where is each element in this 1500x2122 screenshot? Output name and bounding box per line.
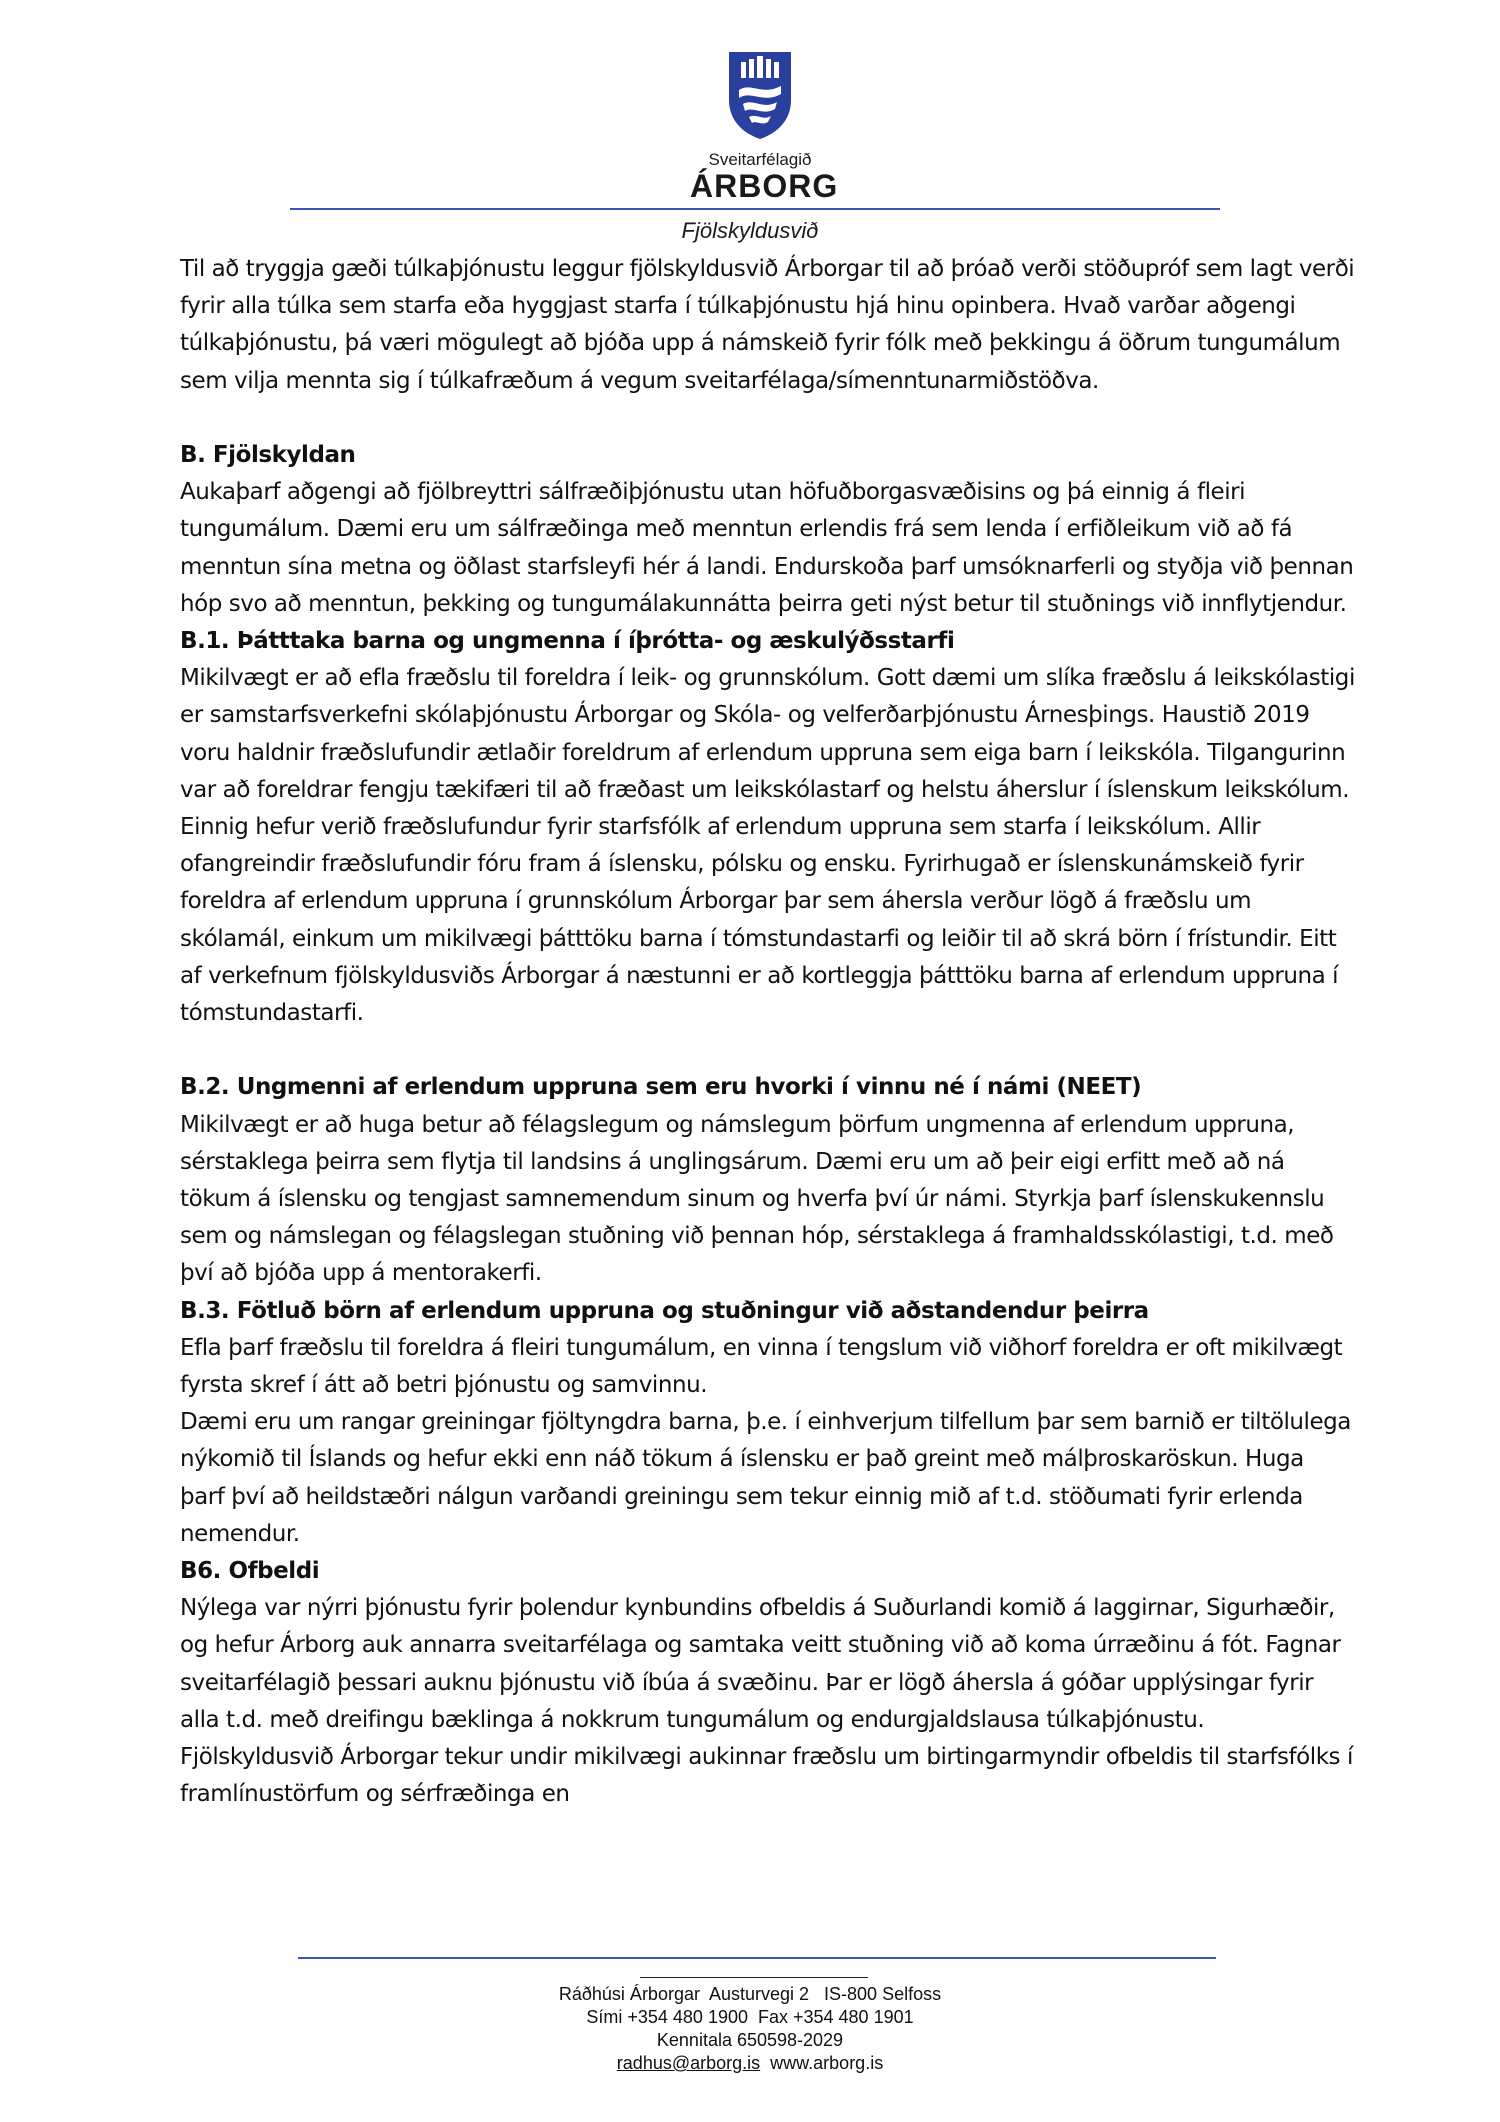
section-heading: B.1. Þátttaka barna og ungmenna í íþrótta- og æskulýðsstarfi: [180, 628, 955, 655]
logo-line2: ÁRBORG: [690, 168, 839, 204]
footer-website: www.arborg.is: [770, 2053, 884, 2073]
paragraph: Nýlega var nýrri þjónustu fyrir þolendur kynbundins ofbeldis á Suðurlandi komið á laggirnar, Sigurhæðir, og hefur Árborg auk annarra sveitarfélaga og samtaka veitt stuðning við að koma úrræðinu á fót. Fagnar sveitarfélagið þessari auknu þjónustu við íbúa á svæðinu. Þar er lögð áhersla á góðar upplýsingar fyrir alla t.d. með dreifingu bæklinga á nokkrum tungumálum og endurgjaldslausa túlkaþjónustu. Fjölskyldusvið Árborgar tekur undir mikilvægi aukinnar fræðslu um birtingarmyndir ofbeldis til starfsfólks í framlínustörfum og sérfræðinga en: [180, 1595, 1353, 1808]
section-heading: B. Fjölskyldan: [180, 442, 356, 468]
footer-kennitala: Kennitala 650598-2029: [656, 2030, 844, 2050]
footer-address: Ráðhúsi Árborgar Austurvegi 2 IS-800 Selfoss: [558, 1984, 942, 2004]
paragraph: Aukaþarf aðgengi að fjölbreyttri sálfræðiþjónustu utan höfuðborgasvæðisins og þá einnig á fleiri tungumálum. Dæmi eru um sálfræðinga með menntun erlendis frá sem lenda í erfiðleikum við að fá menntun sína metna og öðlast starfsleyfi hér á landi. Endurskoða þarf umsóknarferli og styðja við þennan hóp svo að menntun, þekking og tungumálakunnátta þeirra geti nýst betur til stuðnings við innflytjendur.: [180, 479, 1354, 617]
header-rule: [290, 208, 1220, 210]
footer-small-rule: [640, 1977, 868, 1978]
logo-line1: Sveitarfélagið: [708, 150, 812, 169]
section-heading: B.3. Fötluð börn af erlendum uppruna og stuðningur við aðstandendur þeirra: [180, 1297, 1149, 1324]
paragraph: Efla þarf fræðslu til foreldra á fleiri tungumálum, en vinna í tengslum við viðhorf foreldra er oft mikilvægt fyrsta skref í átt að betri þjónustu og samvinnu.: [180, 1334, 1343, 1399]
paragraph: Mikilvægt er að huga betur að félagslegum og námslegum þörfum ungmenna af erlendum uppruna, sérstaklega þeirra sem flytja til landsins á unglingsárum. Dæmi eru um að þeir eigi erfitt með að ná tökum á íslensku og tengjast samnemendum sinum og hverfa því úr námi. Styrkja þarf íslenskukennslu sem og námslegan og félagslegan stuðning við þennan hóp, sérstaklega á framhaldsskólastigi, t.d. með því að bjóða upp á mentorakerfi.: [180, 1111, 1334, 1287]
document-body: [180, 251, 1355, 1814]
footer-contact: [0, 2052, 1500, 2075]
logo: [690, 50, 839, 204]
paragraph: Til að tryggja gæði túlkaþjónustu leggur fjölskyldusvið Árborgar til að þróað verði stöðupróf sem lagt verði fyrir alla túlka sem starfa eða hyggjast starfa í túlkaþjónustu hjá hinu opinbera. Hvað varðar aðgengi túlkaþjónustu, þá væri mögulegt að bjóða upp á námskeið fyrir fólk með þekkingu á öðrum tungumálum sem vilja mennta sig í túlkafræðum á vegum sveitarfélaga/símenntunarmiðstöðva.: [180, 256, 1355, 394]
footer-email-link[interactable]: radhus@arborg.is: [616, 2053, 761, 2073]
paragraph: Mikilvægt er að efla fræðslu til foreldra í leik- og grunnskólum. Gott dæmi um slíka fræðslu á leikskólastigi er samstarfsverkefni skólaþjónustu Árborgar og Skóla- og velferðarþjónustu Árnesþings. Haustið 2019 voru haldnir fræðslufundir ætlaðir foreldrum af erlendum uppruna sem eiga barn í leikskóla. Tilgangurinn var að foreldrar fengju tækifæri til að fræðast um leikskólastarf og helstu áherslur í íslenskum leikskólum. Einnig hefur verið fræðslufundur fyrir starfsfólk af erlendum uppruna sem starfa í leikskólum. Allir ofangreindir fræðslufundir fóru fram á íslensku, pólsku og ensku. Fyrirhugað er íslenskunámskeið fyrir foreldra af erlendum uppruna í grunnskólum Árborgar þar sem áhersla verður lögð á fræðslu um skólamál, einkum um mikilvægi þátttöku barna í tómstundastarfi og leiðir til að skrá börn í frístundir. Eitt af verkefnum fjölskyldusviðs Árborgar á næstunni er að kortleggja þátttöku barna af erlendum uppruna í tómstundastarfi.: [180, 665, 1355, 1027]
paragraph-gap: [180, 400, 1355, 437]
department-title: Fjölskyldusvið: [681, 218, 819, 243]
paragraph: Dæmi eru um rangar greiningar fjöltyngdra barna, þ.e. í einhverjum tilfellum þar sem barnið er tiltölulega nýkomið til Íslands og hefur ekki enn náð tökum á íslensku er það greint með málþroskaröskun. Huga þarf því að heildstæðri nálgun varðandi greiningu sem tekur einnig mið af t.d. stöðumati fyrir erlenda nemendur.: [180, 1409, 1351, 1547]
footer: [0, 1983, 1500, 2075]
paragraph-gap: [180, 1032, 1355, 1069]
arborg-coat-of-arms-icon: [727, 50, 793, 140]
section-heading: B.2. Ungmenni af erlendum uppruna sem eru hvorki í vinnu né í námi (NEET): [180, 1074, 1142, 1101]
section-heading: B6. Ofbeldi: [180, 1558, 320, 1585]
footer-rule: [298, 1957, 1216, 1959]
footer-phone: Sími +354 480 1900 Fax +354 480 1901: [586, 2007, 914, 2027]
